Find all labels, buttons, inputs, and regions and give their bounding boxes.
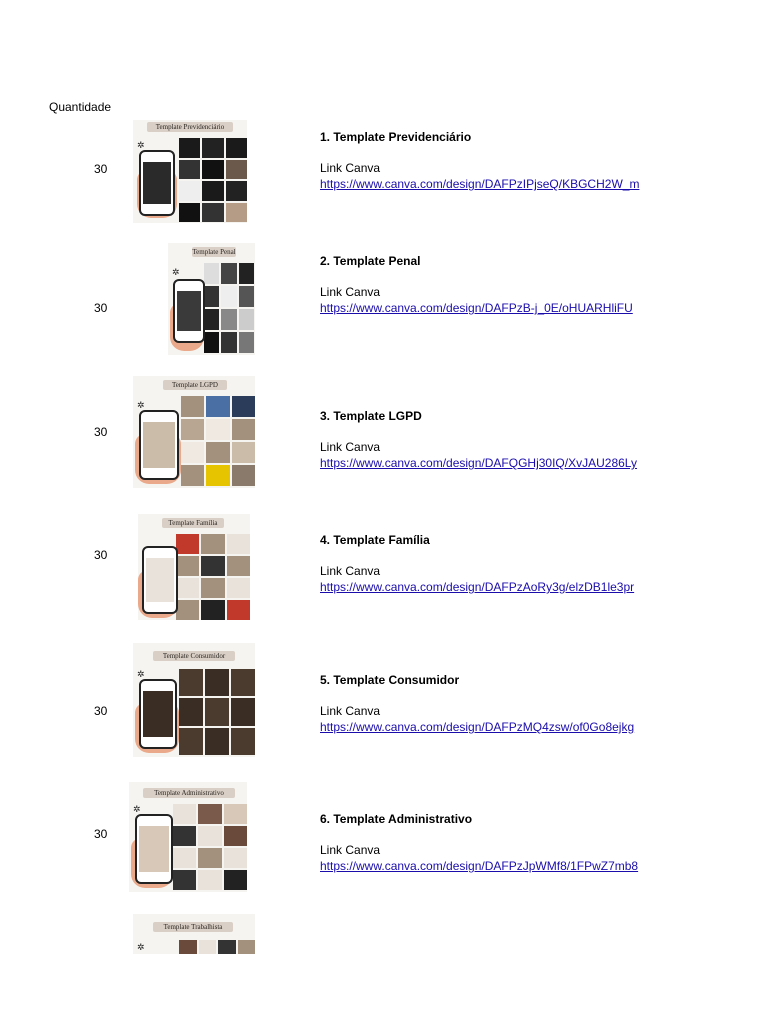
canva-link[interactable]: https://www.canva.com/design/DAFPzMQ4zsw/of0Go8ejkg	[320, 720, 635, 734]
canva-link[interactable]: https://www.canva.com/design/DAFPzAoRy3g/elzDB1le3pr	[320, 580, 635, 594]
template-thumbnail	[133, 643, 255, 757]
phone-mockup	[173, 279, 205, 343]
template-title: 2. Template Penal	[320, 254, 421, 268]
template-thumbnail	[133, 376, 255, 488]
template-thumbnail	[138, 514, 250, 620]
phone-mockup	[139, 679, 177, 749]
phone-mockup	[139, 410, 179, 480]
canva-link[interactable]: https://www.canva.com/design/DAFPzJpWMf8/1FPwZ7mb8	[320, 859, 639, 873]
sparkle-icon: ✲	[137, 669, 145, 679]
thumbnail-caption: Template Penal	[192, 248, 236, 256]
quantity-value: 30	[94, 425, 108, 439]
template-entry	[320, 130, 660, 192]
thumbnail-caption: Template Família	[162, 518, 224, 528]
link-label: Link Canva	[320, 564, 381, 578]
link-label: Link Canva	[320, 704, 381, 718]
thumbnail-caption: Template Administrativo	[143, 788, 235, 798]
template-entry	[320, 812, 660, 874]
template-entry	[320, 673, 660, 735]
template-thumbnail	[133, 914, 255, 954]
quantity-value: 30	[94, 301, 108, 315]
quantity-value: 30	[94, 827, 108, 841]
link-label: Link Canva	[320, 161, 381, 175]
canva-link[interactable]: https://www.canva.com/design/DAFPzB-j_0E/oHUARHliFU	[320, 301, 633, 315]
thumbnail-caption: Template LGPD	[163, 380, 227, 390]
phone-mockup	[142, 546, 178, 614]
quantity-value: 30	[94, 548, 108, 562]
link-label: Link Canva	[320, 285, 381, 299]
canva-link[interactable]: https://www.canva.com/design/DAFQGHj30IQ/XvJAU286Ly	[320, 456, 638, 470]
link-label: Link Canva	[320, 843, 381, 857]
phone-mockup	[139, 150, 175, 216]
phone-mockup	[135, 814, 173, 884]
sparkle-icon: ✲	[172, 267, 180, 277]
template-thumbnail	[129, 782, 247, 892]
link-label: Link Canva	[320, 440, 381, 454]
template-title: 6. Template Administrativo	[320, 812, 473, 826]
sparkle-icon: ✲	[137, 942, 145, 952]
canva-link[interactable]: https://www.canva.com/design/DAFPzIPjseQ/KBGCH2W_m	[320, 177, 640, 191]
sparkle-icon: ✲	[137, 140, 145, 150]
template-thumbnail	[168, 243, 255, 355]
template-title: 3. Template LGPD	[320, 409, 422, 423]
template-title: 5. Template Consumidor	[320, 673, 460, 687]
template-entry	[320, 533, 660, 595]
thumbnail-caption: Template Previdenciário	[147, 122, 233, 132]
template-entry	[320, 409, 660, 471]
quantity-value: 30	[94, 162, 108, 176]
thumbnail-caption: Template Consumidor	[153, 651, 235, 661]
template-entry	[320, 254, 660, 316]
sparkle-icon: ✲	[137, 400, 145, 410]
template-thumbnail	[133, 120, 247, 223]
quantity-column-header: Quantidade	[49, 100, 112, 114]
template-title: 4. Template Família	[320, 533, 430, 547]
quantity-value: 30	[94, 704, 108, 718]
template-title: 1. Template Previdenciário	[320, 130, 472, 144]
thumbnail-caption: Template Trabalhista	[153, 922, 233, 932]
sparkle-icon: ✲	[133, 804, 141, 814]
